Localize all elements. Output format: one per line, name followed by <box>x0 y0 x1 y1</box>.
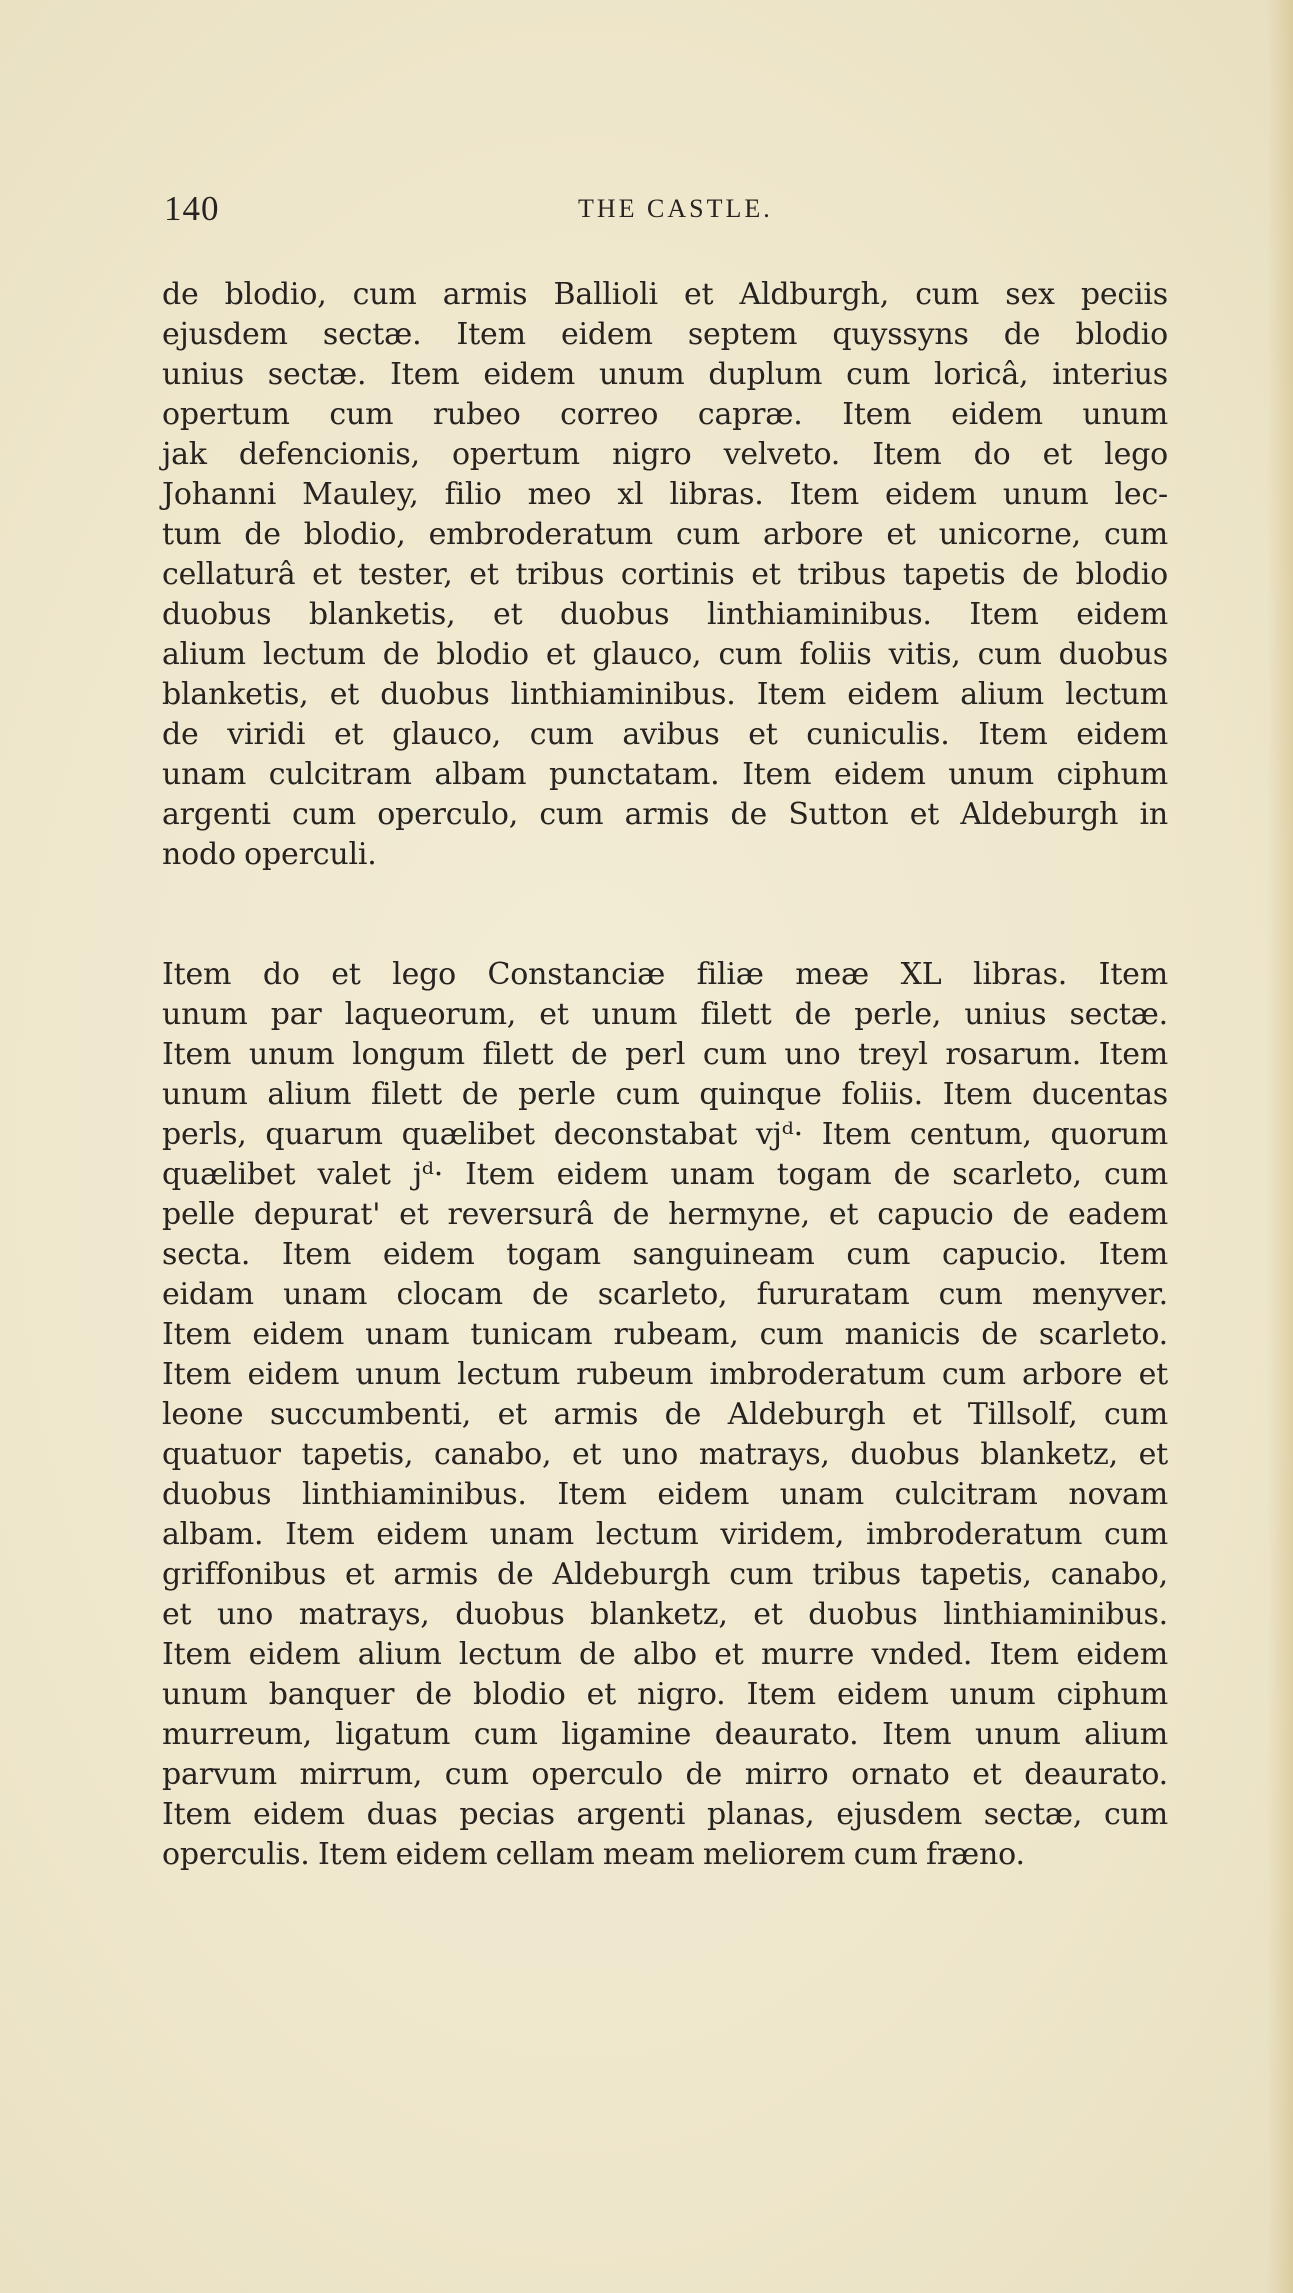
text-line: unum par laqueorum, et unum filett de perle, unius sectæ. <box>162 997 1168 1032</box>
text-line: alium lectum de blodio et glauco, cum foliis vitis, cum duobus <box>162 637 1168 672</box>
text-line: Item eidem alium lectum de albo et murre vnded. Item eidem <box>162 1637 1168 1672</box>
text-line: Item unum longum filett de perl cum uno treyl rosarum. Item <box>162 1037 1168 1072</box>
text-line: duobus blanketis, et duobus linthiaminibus. Item eidem <box>162 597 1168 632</box>
text-line: de viridi et glauco, cum avibus et cuniculis. Item eidem <box>162 717 1168 752</box>
text-line: et uno matrays, duobus blanketz, et duobus linthiaminibus. <box>162 1597 1168 1632</box>
text-line: duobus linthiaminibus. Item eidem unam culcitram novam <box>162 1477 1168 1512</box>
text-line: Item eidem duas pecias argenti planas, ejusdem sectæ, cum <box>162 1797 1168 1832</box>
text-line: eidam unam clocam de scarleto, fururatam cum menyver. <box>162 1277 1168 1312</box>
text-line: Item eidem unum lectum rubeum imbroderatum cum arbore et <box>162 1357 1168 1392</box>
text-line: unius sectæ. Item eidem unum duplum cum loricâ, interius <box>162 357 1168 392</box>
text-line: quælibet valet jᵈ· Item eidem unam togam de scarleto, cum <box>162 1157 1168 1192</box>
text-line: jak defencionis, opertum nigro velveto. Item do et lego <box>162 437 1168 472</box>
text-line: unum alium filett de perle cum quinque foliis. Item ducentas <box>162 1077 1168 1112</box>
text-line: leone succumbenti, et armis de Aldeburgh et Tillsolf, cum <box>162 1397 1168 1432</box>
page-number: 140 <box>164 189 220 228</box>
text-line: operculis. Item eidem cellam meam meliorem cum fræno. <box>162 1837 1025 1872</box>
text-line: griffonibus et armis de Aldeburgh cum tribus tapetis, canabo, <box>162 1557 1168 1592</box>
text-line: nodo operculi. <box>162 837 377 872</box>
text-line: cellaturâ et tester, et tribus cortinis et tribus tapetis de blodio <box>162 557 1168 592</box>
text-line: secta. Item eidem togam sanguineam cum capucio. Item <box>162 1237 1168 1272</box>
body-text <box>162 275 1168 1875</box>
text-line: unum banquer de blodio et nigro. Item eidem unum ciphum <box>162 1677 1168 1712</box>
text-line: opertum cum rubeo correo capræ. Item eidem unum <box>162 397 1168 432</box>
text-line: pelle depurat' et reversurâ de hermyne, et capucio de eadem <box>162 1197 1168 1232</box>
text-line: albam. Item eidem unam lectum viridem, imbroderatum cum <box>162 1517 1168 1552</box>
paragraph-gap <box>162 875 1168 955</box>
page-edge-shadow <box>1267 0 1293 2293</box>
text-line: de blodio, cum armis Ballioli et Aldburgh, cum sex peciis <box>162 277 1168 312</box>
text-line: Johanni Mauley, filio meo xl libras. Item eidem unum lec- <box>162 477 1168 512</box>
text-line: Item do et lego Constanciæ filiæ meæ XL libras. Item <box>162 957 1168 992</box>
paragraph-2 <box>162 955 1168 1875</box>
text-line: quatuor tapetis, canabo, et uno matrays, duobus blanketz, et <box>162 1437 1168 1472</box>
text-line: parvum mirrum, cum operculo de mirro ornato et deaurato. <box>162 1757 1168 1792</box>
page-header <box>164 184 1166 234</box>
running-head: THE CASTLE. <box>578 194 773 223</box>
text-line: ejusdem sectæ. Item eidem septem quyssyns de blodio <box>162 317 1168 352</box>
text-line: blanketis, et duobus linthiaminibus. Item eidem alium lectum <box>162 677 1168 712</box>
text-line: tum de blodio, embroderatum cum arbore et unicorne, cum <box>162 517 1168 552</box>
text-line: perls, quarum quælibet deconstabat vjᵈ· Item centum, quorum <box>162 1117 1168 1152</box>
text-line: murreum, ligatum cum ligamine deaurato. Item unum alium <box>162 1717 1168 1752</box>
text-line: Item eidem unam tunicam rubeam, cum manicis de scarleto. <box>162 1317 1168 1352</box>
paragraph-1 <box>162 275 1168 875</box>
text-line: argenti cum operculo, cum armis de Sutton et Aldeburgh in <box>162 797 1168 832</box>
text-line: unam culcitram albam punctatam. Item eidem unum ciphum <box>162 757 1168 792</box>
